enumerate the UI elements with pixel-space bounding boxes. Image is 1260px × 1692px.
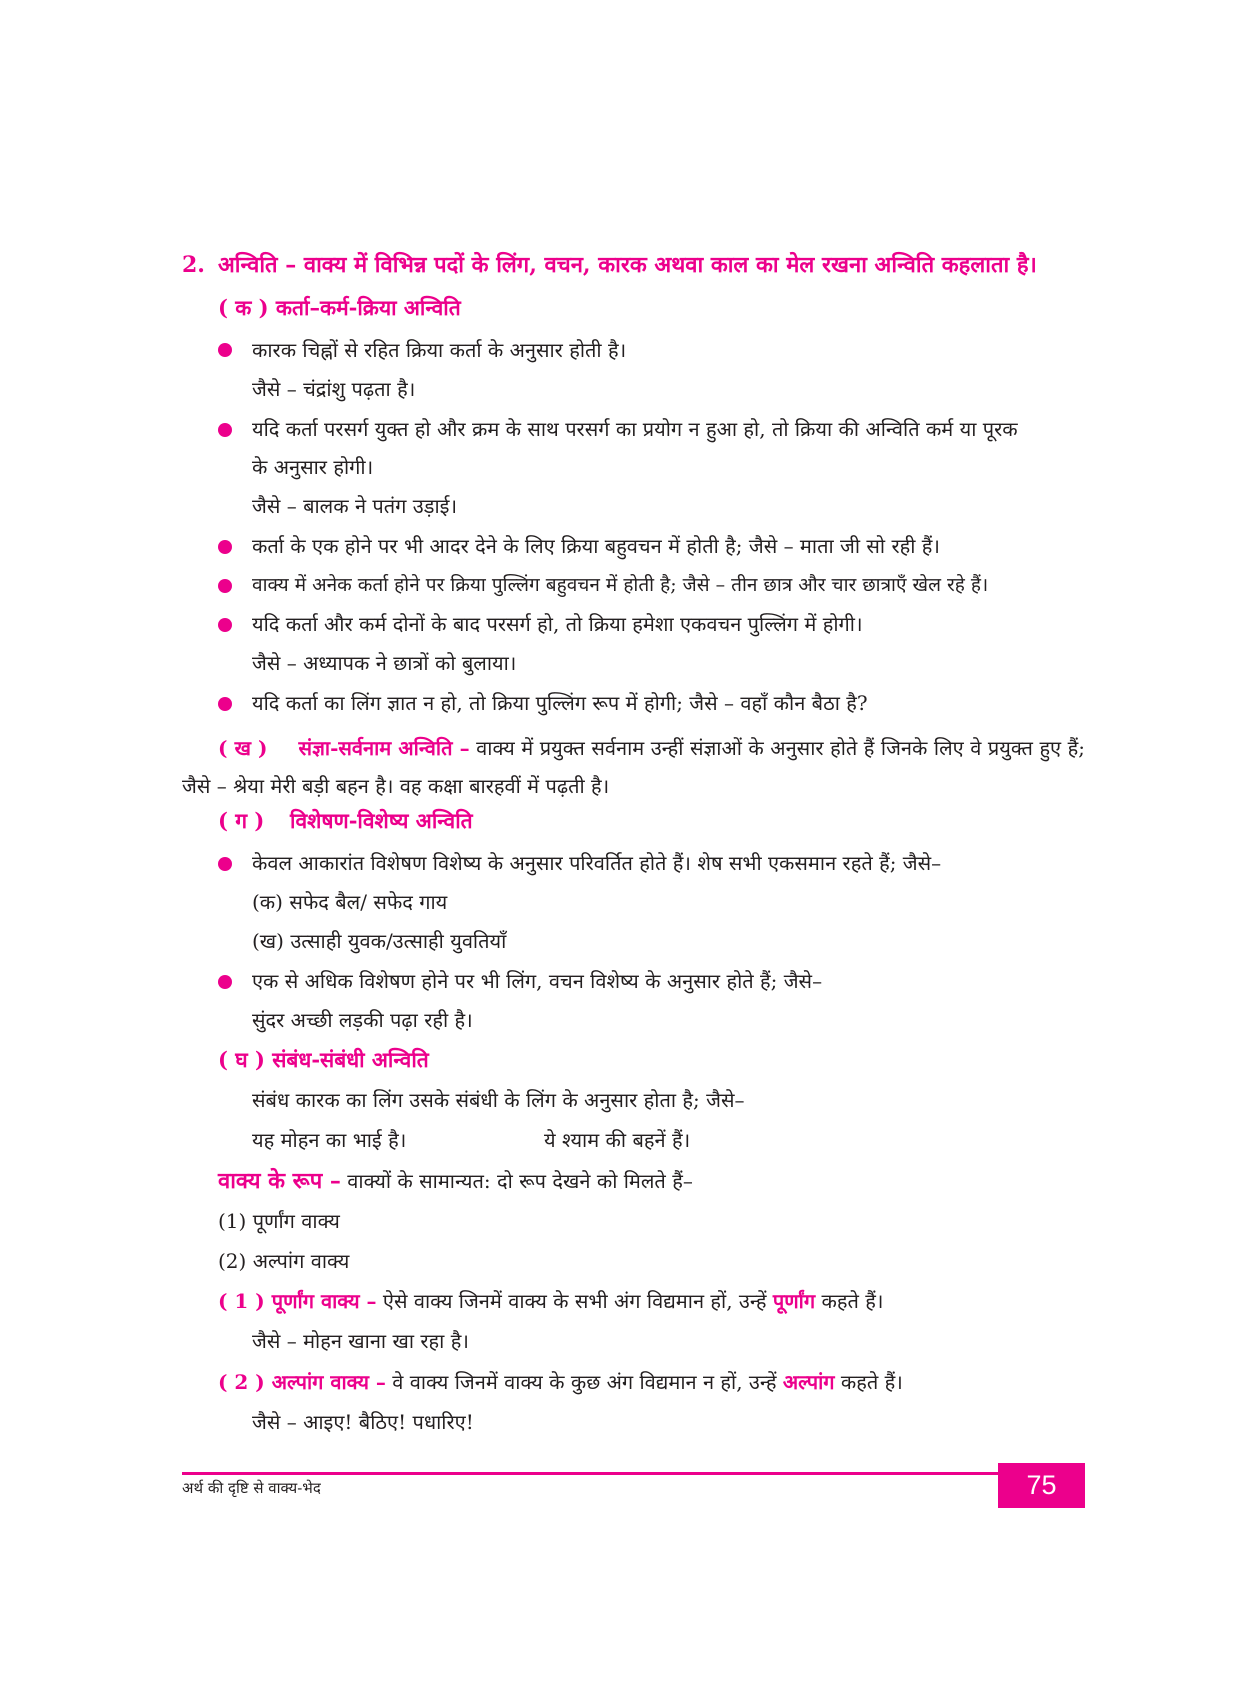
ka-bullet-1-example: जैसे – चंद्रांशु पढ़ता है। (252, 377, 416, 401)
ka-bullet-4: वाक्य में अनेक कर्ता होने पर क्रिया पुल्लिंग बहुवचन में होती है; जैसे – तीन छात्र और चार छात्राएँ खेल रहे हैं। (252, 574, 989, 596)
alpang-heading: ( 2 ) अल्पांग वाक्य – (218, 1370, 386, 1394)
alpang-line (218, 1369, 903, 1395)
section-heading: अन्विति – वाक्य में विभिन्न पदों के लिंग, वचन, कारक अथवा काल का मेल रखना अन्विति कहलाता है। (218, 252, 1037, 278)
ga-label: ( ग ) (218, 808, 265, 833)
ka-bullet-2-continuation: के अनुसार होगी। (252, 455, 374, 479)
bullet-icon (218, 540, 232, 554)
alpang-text-a: वे वाक्य जिनमें वाक्य के कुछ अंग विद्यमान न हों, उन्हें (392, 1370, 777, 1394)
roop-item-1: (1) पूर्णांग वाक्य (218, 1209, 340, 1233)
ga-bullet-1-example-2: (ख) उत्साही युवक/उत्साही युवतियाँ (252, 929, 507, 953)
kha-label: ( ख ) (218, 736, 268, 760)
gha-example-1: यह मोहन का भाई है। (252, 1128, 407, 1152)
gha-text: संबंध कारक का लिंग उसके संबंधी के लिंग के अनुसार होता है; जैसे– (252, 1088, 745, 1112)
subsection-gha-heading: ( घ ) संबंध-संबंधी अन्विति (218, 1047, 429, 1072)
ka-bullet-2: यदि कर्ता परसर्ग युक्त हो और क्रम के साथ परसर्ग का प्रयोग न हुआ हो, तो क्रिया की अन्विति कर्म या पूरक (252, 417, 1018, 441)
purnang-term: पूर्णांग (772, 1289, 816, 1313)
roop-text: वाक्यों के सामान्यत: दो रूप देखने को मिलते हैं– (347, 1169, 693, 1193)
page-number: 75 (998, 1463, 1085, 1508)
ga-bullet-2-example: सुंदर अच्छी लड़की पढ़ा रही है। (252, 1008, 473, 1032)
bullet-icon (218, 697, 232, 711)
ga-bullet-1-example-1: (क) सफेद बैल/ सफेद गाय (252, 890, 448, 914)
ka-bullet-1: कारक चिह्नों से रहित क्रिया कर्ता के अनुसार होती है। (252, 338, 627, 362)
bullet-icon (218, 343, 232, 357)
purnang-example: जैसे – मोहन खाना खा रहा है। (252, 1329, 469, 1353)
ka-bullet-3: कर्ता के एक होने पर भी आदर देने के लिए क्रिया बहुवचन में होती है; जैसे – माता जी सो रही हैं। (252, 534, 940, 558)
gha-example-2: ये श्याम की बहनें हैं। (544, 1128, 691, 1152)
ga-heading: विशेषण-विशेष्य अन्विति (290, 808, 473, 833)
subsection-ka-heading: ( क ) कर्ता–कर्म-क्रिया अन्विति (218, 295, 461, 320)
bullet-icon (218, 975, 232, 989)
footer-chapter-title: अर्थ की दृष्टि से वाक्य-भेद (182, 1479, 321, 1497)
purnang-heading: ( 1 ) पूर्णांग वाक्य – (218, 1289, 377, 1313)
subsection-kha (182, 729, 1085, 805)
bullet-icon (218, 423, 232, 437)
bullet-icon (218, 618, 232, 632)
ka-bullet-2-example: जैसे – बालक ने पतंग उड़ाई। (252, 494, 458, 518)
roop-line (218, 1168, 693, 1194)
ka-bullet-5-example: जैसे – अध्यापक ने छात्रों को बुलाया। (252, 651, 517, 675)
bullet-icon (218, 857, 232, 871)
ga-bullet-1: केवल आकारांत विशेषण विशेष्य के अनुसार परिवर्तित होते हैं। शेष सभी एकसमान रहते हैं; जैसे– (252, 851, 942, 875)
purnang-text-a: ऐसे वाक्य जिनमें वाक्य के सभी अंग विद्यमान हों, उन्हें (382, 1289, 767, 1313)
kha-heading: संज्ञा-सर्वनाम अन्विति – (298, 736, 470, 760)
footer-rule (182, 1472, 1085, 1475)
purnang-line (218, 1288, 883, 1314)
ga-bullet-2: एक से अधिक विशेषण होने पर भी लिंग, वचन विशेष्य के अनुसार होते हैं; जैसे– (252, 969, 823, 993)
section-number: 2. (182, 252, 205, 278)
alpang-example: जैसे – आइए! बैठिए! पधारिए! (252, 1410, 474, 1434)
alpang-text-b: कहते हैं। (840, 1370, 903, 1394)
roop-item-2: (2) अल्पांग वाक्य (218, 1249, 350, 1273)
purnang-text-b: कहते हैं। (821, 1289, 884, 1313)
kha-text: वाक्य में प्रयुक्त सर्वनाम उन्हीं संज्ञाओं के अनुसार होते हैं जिनके लिए वे प्रयुक्त हुए हैं; जैसे – श्रेया मेरी बड़ी बहन है। वह कक्षा बारहवीं में पढ़ती है। (182, 736, 1085, 798)
roop-heading: वाक्य के रूप – (218, 1168, 341, 1194)
alpang-term: अल्पांग (782, 1370, 835, 1394)
ka-bullet-6: यदि कर्ता का लिंग ज्ञात न हो, तो क्रिया पुल्लिंग रूप में होगी; जैसे – वहाँ कौन बैठा है? (252, 691, 868, 715)
ka-bullet-5: यदि कर्ता और कर्म दोनों के बाद परसर्ग हो, तो क्रिया हमेशा एकवचन पुल्लिंग में होगी। (252, 612, 863, 636)
bullet-icon (218, 579, 232, 593)
